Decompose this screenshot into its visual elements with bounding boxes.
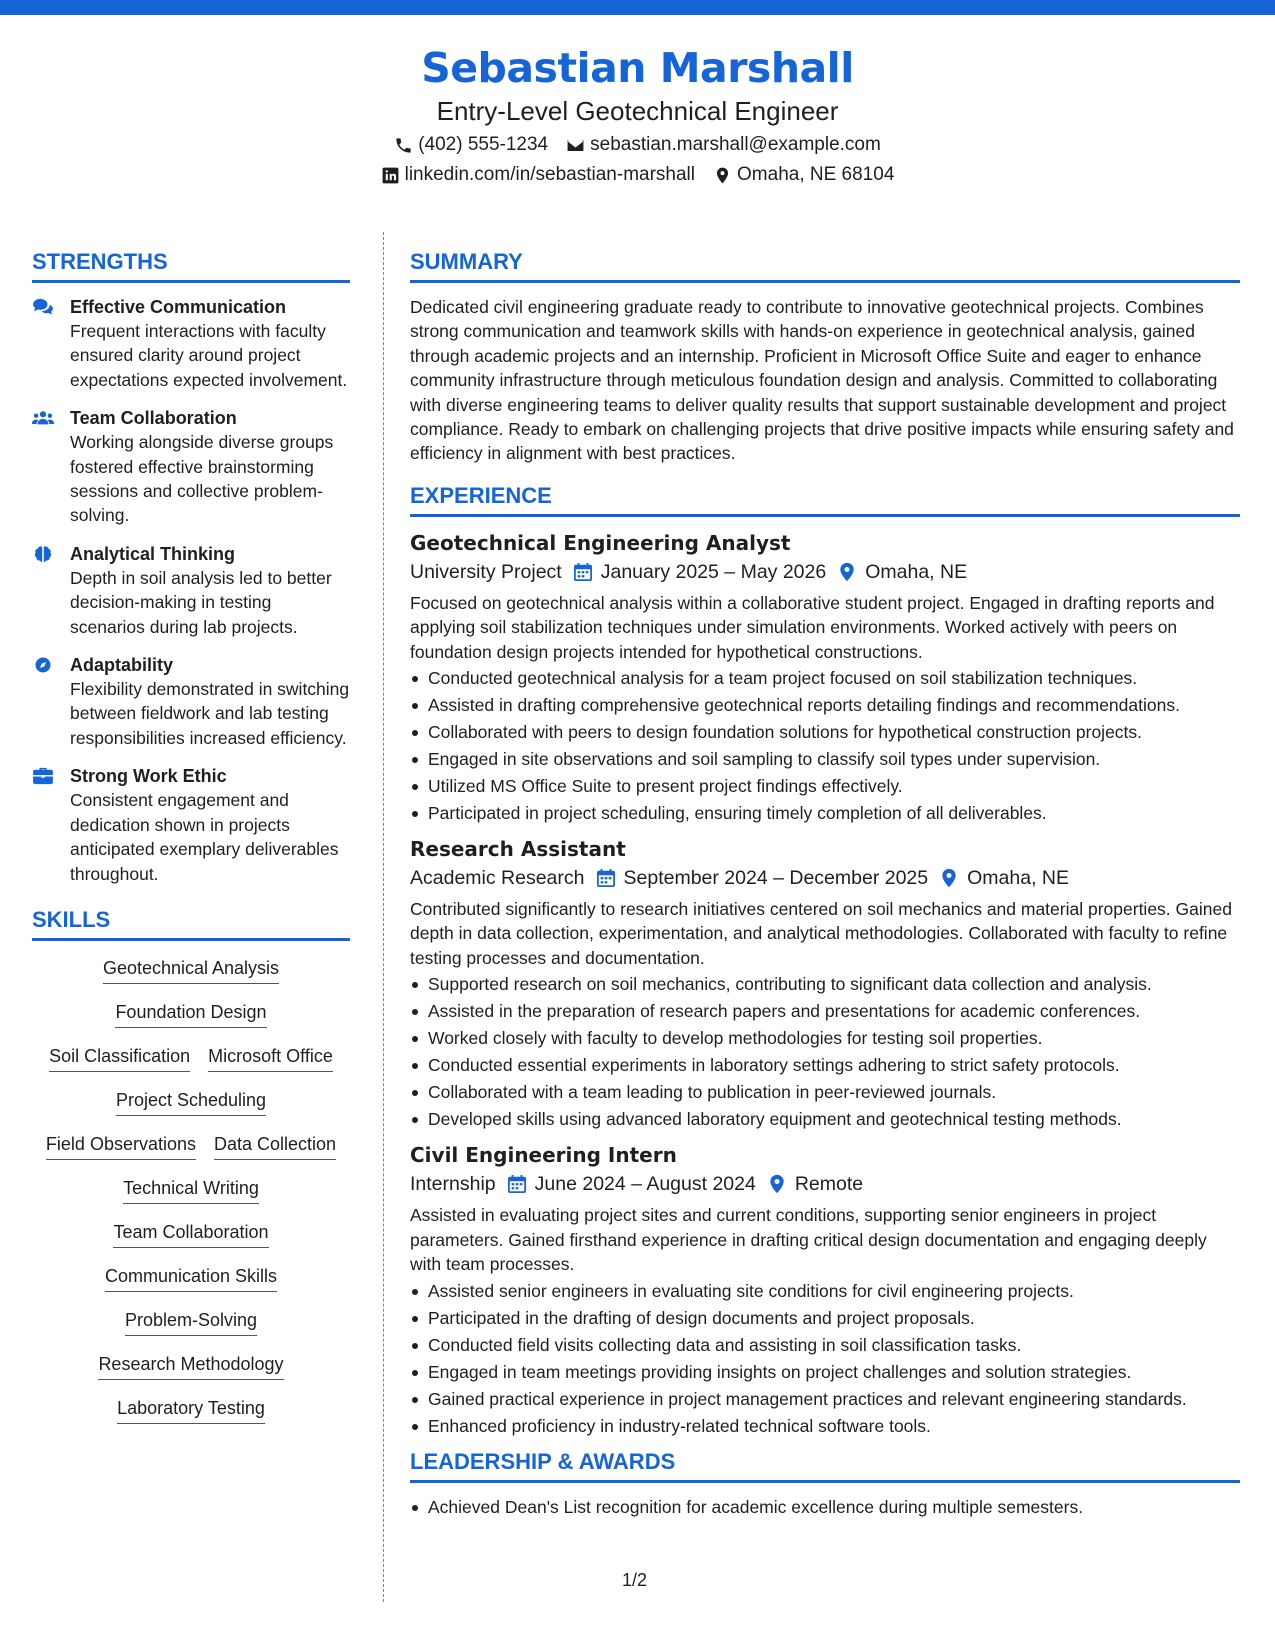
- phone-text: (402) 555-1234: [418, 134, 549, 155]
- map-pin-icon: [768, 1174, 786, 1194]
- job-location: [838, 557, 967, 587]
- job-dates: [508, 1169, 756, 1199]
- job-bullet: Assisted in drafting comprehensive geotechnical reports detailing findings and recommendations.: [410, 693, 1240, 717]
- job-title: Geotechnical Engineering Analyst: [410, 530, 791, 555]
- envelope-icon: [566, 136, 585, 155]
- job-bullet: Enhanced proficiency in industry-related technical software tools.: [410, 1414, 1240, 1438]
- job-dates-text: January 2025 – May 2026: [600, 560, 827, 583]
- job-bullet: Conducted field visits collecting data and assisting in soil classification tasks.: [410, 1333, 1240, 1357]
- calendar-icon: [597, 868, 615, 888]
- strength-title: Effective Communication: [70, 297, 287, 317]
- job-meta: [410, 863, 1240, 893]
- job-dates-text: June 2024 – August 2024: [534, 1173, 756, 1196]
- strength-title: Team Collaboration: [70, 408, 237, 429]
- experience-heading: EXPERIENCE: [410, 482, 1240, 517]
- location-contact: [713, 162, 894, 188]
- strength-item: [32, 764, 350, 886]
- job-list: [410, 529, 1240, 1438]
- job-location-text: Omaha, NE: [865, 560, 968, 583]
- candidate-role: Entry-Level Geotechnical Engineer: [436, 96, 839, 126]
- job-bullet: Engaged in team meetings providing insights on project challenges and solution strategies.: [410, 1360, 1240, 1384]
- job-description: Assisted in evaluating project sites and current conditions, supporting senior engineers in project parameters. Gained firsthand experience in drafting critical design documentation and engaging deeply with team processes.: [410, 1205, 1207, 1275]
- right-column: [410, 248, 1240, 1522]
- map-pin-icon: [838, 562, 856, 582]
- job-location: [768, 1169, 863, 1199]
- job-entry: [410, 1141, 1240, 1437]
- job-bullet: Gained practical experience in project management practices and relevant engineering standards.: [410, 1387, 1240, 1411]
- contact-row-1: [0, 132, 1275, 158]
- job-bullets: [410, 972, 1240, 1131]
- brain-icon: [32, 545, 54, 563]
- strength-desc: Frequent interactions with faculty ensured clarity around project expectations expected involvement.: [70, 321, 348, 390]
- phone-icon: [394, 136, 413, 155]
- leadership-list: [410, 1495, 1240, 1519]
- skill-tag: Communication Skills: [105, 1263, 277, 1292]
- job-description: Contributed significantly to research initiatives centered on soil mechanics and material properties. Gained depth in data collection, experimentation, and analytical methodologies. Collaborated with faculty to refine testing processes and documentation.: [410, 899, 1232, 968]
- skill-tag: Soil Classification: [49, 1043, 190, 1072]
- summary-heading: SUMMARY: [410, 248, 1240, 283]
- job-dates: [574, 557, 827, 587]
- skill-tag: Microsoft Office: [208, 1043, 333, 1072]
- job-location: [940, 863, 1069, 893]
- job-bullet: Engaged in site observations and soil sampling to classify soil types under supervision.: [410, 747, 1240, 771]
- skill-tag: Field Observations: [46, 1131, 196, 1160]
- job-location-text: Omaha, NE: [967, 867, 1069, 890]
- skill-tag: Project Scheduling: [116, 1087, 266, 1116]
- page-number: 1/2: [622, 1570, 648, 1590]
- phone-contact: [394, 132, 548, 158]
- map-pin-icon: [713, 166, 732, 185]
- strength-desc: Consistent engagement and dedication shown in projects anticipated exemplary deliverables throughout.: [70, 790, 339, 884]
- job-meta: [410, 1169, 1240, 1199]
- linkedin-icon: [381, 166, 400, 185]
- skill-tag: Research Methodology: [98, 1351, 283, 1380]
- strength-desc: Flexibility demonstrated in switching between fieldwork and lab testing responsibilities increased efficiency.: [70, 679, 350, 748]
- skill-tag: Team Collaboration: [113, 1219, 268, 1248]
- users-icon: [32, 409, 54, 427]
- job-bullet: Utilized MS Office Suite to present project findings effectively.: [410, 774, 1240, 798]
- job-entry: [410, 835, 1240, 1131]
- job-org: Academic Research: [410, 867, 585, 890]
- skill-tag: Problem-Solving: [125, 1307, 257, 1336]
- strength-desc: Depth in soil analysis led to better decision-making in testing scenarios during lab projects.: [70, 567, 332, 637]
- email-text[interactable]: sebastian.marshall@example.com: [590, 134, 881, 155]
- candidate-name: Sebastian Marshall: [421, 44, 854, 92]
- skills-heading: SKILLS: [32, 906, 350, 941]
- briefcase-icon: [32, 767, 54, 785]
- email-contact[interactable]: [566, 132, 881, 158]
- job-bullet: Assisted senior engineers in evaluating site conditions for civil engineering projects.: [410, 1279, 1240, 1303]
- column-divider: [383, 232, 384, 1602]
- job-title: Research Assistant: [410, 837, 626, 862]
- strength-item: [32, 295, 350, 392]
- top-accent-bar: [0, 0, 1275, 15]
- skills-list: [32, 955, 350, 1439]
- strengths-heading: STRENGTHS: [32, 248, 350, 283]
- strength-title: Strong Work Ethic: [70, 766, 227, 787]
- job-bullet: Worked closely with faculty to develop methodologies for testing soil properties.: [410, 1026, 1240, 1050]
- job-dates-text: September 2024 – December 2025: [623, 867, 929, 890]
- job-description: Focused on geotechnical analysis within a collaborative student project. Engaged in drafting reports and applying soil stabilization techniques under simulation environments. Worked actively with peers on foundation design projects intended for hypothetical constructions.: [410, 592, 1215, 662]
- strength-item: [32, 542, 350, 639]
- job-bullet: Conducted essential experiments in laboratory settings adhering to strict safety protocols.: [410, 1053, 1240, 1077]
- job-bullet: Assisted in the preparation of research papers and presentations for academic conferences.: [410, 999, 1240, 1023]
- job-location-text: Remote: [794, 1173, 864, 1196]
- job-org: University Project: [410, 560, 562, 583]
- job-bullet: Participated in the drafting of design documents and project proposals.: [410, 1306, 1240, 1330]
- strength-desc: Working alongside diverse groups fostered effective brainstorming sessions and collective problem-solving.: [70, 432, 334, 526]
- skill-tag: Data Collection: [214, 1131, 336, 1160]
- skill-tag: Laboratory Testing: [117, 1395, 265, 1424]
- left-column: [32, 248, 350, 1439]
- map-pin-icon: [940, 868, 958, 888]
- job-bullets: [410, 666, 1240, 825]
- strength-title: Adaptability: [70, 655, 174, 676]
- summary-text: Dedicated civil engineering graduate ready to contribute to innovative geotechnical projects. Combines strong communication and teamwork skills with hands-on experience in geotechnical analysis, gained through academic projects and an internship. Proficient in Microsoft Office Suite and eager to enhance community infrastructure through meticulous foundation design and analysis. Committed to collaborating with diverse engineering teams to deliver quality results that support sustainable development and project compliance. Ready to embark on challenging projects that drive positive impacts while ensuring safety and efficiency in alignment with best practices.: [410, 297, 1234, 464]
- job-entry: [410, 529, 1240, 825]
- leadership-heading: LEADERSHIP & AWARDS: [410, 1448, 1240, 1483]
- job-title: Civil Engineering Intern: [410, 1143, 677, 1168]
- linkedin-text[interactable]: linkedin.com/in/sebastian-marshall: [404, 164, 696, 185]
- leadership-bullet: Achieved Dean's List recognition for academic excellence during multiple semesters.: [410, 1495, 1240, 1519]
- skill-tag: Technical Writing: [123, 1175, 259, 1204]
- comments-icon: [32, 298, 54, 316]
- contact-row-2: [0, 162, 1275, 188]
- calendar-icon: [508, 1174, 526, 1194]
- resume-header: [0, 42, 1275, 188]
- job-org: Internship: [410, 1173, 496, 1196]
- job-bullet: Supported research on soil mechanics, contributing to significant data collection and analysis.: [410, 972, 1240, 996]
- location-text: Omaha, NE 68104: [737, 164, 895, 185]
- compass-icon: [32, 656, 54, 674]
- skill-tag: Foundation Design: [115, 999, 266, 1028]
- job-bullet: Collaborated with a team leading to publication in peer-reviewed journals.: [410, 1080, 1240, 1104]
- job-dates: [597, 863, 929, 893]
- strength-item: [32, 653, 350, 750]
- linkedin-contact[interactable]: [381, 162, 695, 188]
- skill-tag: Geotechnical Analysis: [103, 955, 279, 984]
- strength-item: [32, 406, 350, 528]
- job-bullet: Collaborated with peers to design foundation solutions for hypothetical construction projects.: [410, 720, 1240, 744]
- job-bullet: Developed skills using advanced laboratory equipment and geotechnical testing methods.: [410, 1107, 1240, 1131]
- job-bullet: Conducted geotechnical analysis for a team project focused on soil stabilization techniques.: [410, 666, 1240, 690]
- job-bullets: [410, 1279, 1240, 1438]
- job-bullet: Participated in project scheduling, ensuring timely completion of all deliverables.: [410, 801, 1240, 825]
- job-meta: [410, 557, 1240, 587]
- strength-title: Analytical Thinking: [70, 543, 236, 564]
- calendar-icon: [574, 562, 592, 582]
